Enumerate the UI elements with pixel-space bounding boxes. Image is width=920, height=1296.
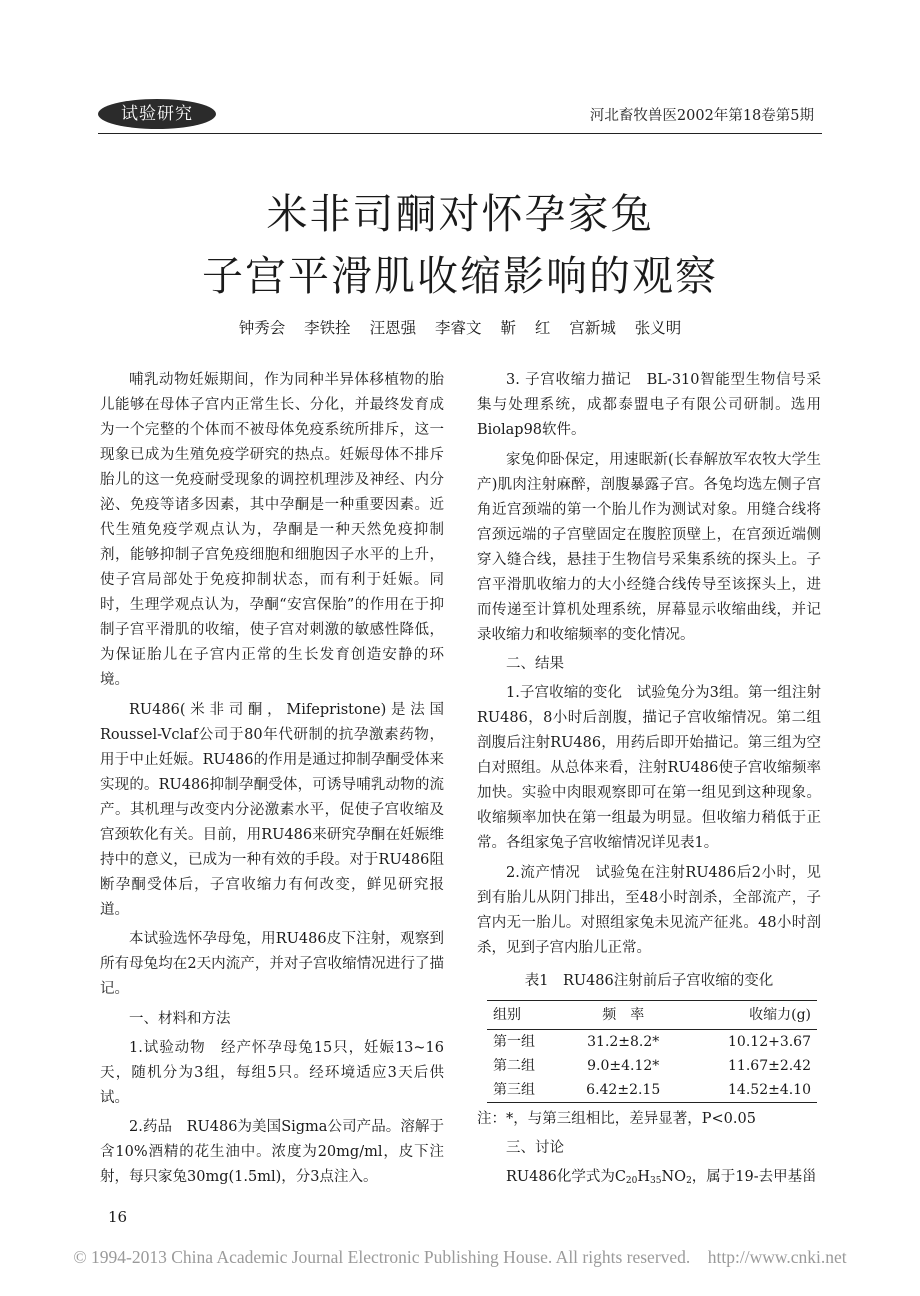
paragraph [477, 1165, 821, 1194]
formula-text: ，属于19-去甲基甾 [691, 1169, 817, 1185]
table-row [487, 1078, 817, 1103]
formula-text: NO [661, 1169, 687, 1185]
paragraph: 本试验选怀孕母兔，用RU486皮下注射，观察到所有母兔均在2天内流产，并对子宫收缩情况进行了描记。 [100, 931, 444, 997]
paragraph: 家兔仰卧保定，用速眠新(长春解放军农牧大学生产)肌肉注射麻醉，剖腹暴露子宫。各兔均选左侧子宫角近宫颈端的第一个胎儿作为测试对象。用缝合线将宫颈远端的子宫壁固定在腹腔顶壁上，在宫颈近端侧穿入缝合线，悬挂于生物信号采集系统的探头上。子宫平滑肌收缩力的大小经缝合线传导至该探头上，进而传递至计算机处理系统，屏幕显示收缩曲线，并记录收缩力和收缩频率的变化情况。 [477, 451, 821, 643]
copyright-notice: © 1994-2013 China Academic Journal Electronic Publishing House. All rights reserved. http://www.cnki.net [73, 1247, 847, 1267]
table-header-cell: 收缩力(g) [684, 1000, 817, 1029]
table-cell: 第二组 [493, 1057, 535, 1074]
authors: 钟秀会 李铁拴 汪恩强 李睿文 靳 红 宫新城 张义明 [238, 319, 682, 337]
table-cell: 9.0±4.12* [587, 1057, 660, 1074]
paragraph: 2.药品 RU486为美国Sigma公司产品。溶解于含10%酒精的花生油中。浓度为20mg/ml，皮下注射，每只家兔30mg(1.5ml)，分3点注入。 [100, 1119, 444, 1185]
paragraph: 1.试验动物 经产怀孕母兔15只，妊娠13~16天，随机分为3组，每组5只。经环境适应3天后供试。 [100, 1039, 444, 1106]
section-heading: 一、材料和方法 [129, 1010, 231, 1027]
paragraph: 1.子宫收缩的变化 试验兔分为3组。第一组注射RU486，8小时后剖腹，描记子宫收缩情况。第二组剖腹后注射RU486，用药后即开始描记。第三组为空白对照组。从总体来看，注射RU486使子宫收缩频率加快。实验中肉眼观察即可在第一组见到这种现象。收缩频率加快在第一组最为明显。但收缩力稍低于正常。各组家兔子宫收缩情况详见表1。 [477, 685, 821, 851]
article-title [0, 183, 920, 307]
table-cell: 11.67±2.42 [728, 1057, 811, 1074]
table-cell: 6.42±2.15 [563, 1078, 684, 1103]
header-divider [98, 133, 822, 134]
right-column [477, 368, 821, 1199]
table-cell: 第一组 [493, 1033, 535, 1050]
section-heading: 三、讨论 [506, 1140, 564, 1156]
paragraph: RU486(米非司酮，Mifepristone)是法国Roussel-Vclaf公司于80年代研制的抗孕激素药物，用于中止妊娠。RU486的作用是通过抑制孕酮受体来实现的。RU486抑制孕酮受体，可诱导哺乳动物的流产。其机理与改变内分泌激素水平，促使子宫收缩及宫颈软化有关。目前，用RU486来研究孕酮在妊娠维持中的意义，已成为一种有效的手段。对于RU486阻断孕酮受体后，子宫收缩力有何改变，鲜见研究报道。 [100, 701, 444, 918]
table-note: 注：*，与第三组相比，差异显著，P<0.05 [477, 1110, 756, 1127]
page-number: 16 [108, 1208, 128, 1226]
paragraph: 哺乳动物妊娠期间，作为同种半异体移植物的胎儿能够在母体子宫内正常生长、分化，并最终发育成为一个完整的个体而不被母体免疫系统所排斥，这一现象已成为生殖免疫学研究的热点。妊娠母体不排斥胎儿的这一免疫耐受现象的调控机理涉及神经、内分泌、免疫等诸多因素，其中孕酮是一种重要因素。近代生殖免疫学观点认为，孕酮是一种天然免疫抑制剂，能够抑制子宫免疫细胞和细胞因子水平的上升，使子宫局部处于免疫抑制状态，而有利于妊娠。同时，生理学观点认为，孕酮“安宫保胎”的作用在于抑制子宫平滑肌的收缩，使子宫对刺激的敏感性降低，为保证胎儿在子宫内正常的生长发育创造安静的环境。 [100, 372, 444, 688]
table-cell: 第三组 [487, 1078, 563, 1103]
paragraph: 3. 子宫收缩力描记 BL-310智能型生物信号采集与处理系统，成都泰盟电子有限公司研制。选用Biolap98软件。 [477, 372, 821, 438]
table-cell: 31.2±8.2* [587, 1033, 660, 1050]
formula-text: RU486化学式为C [506, 1169, 626, 1185]
formula-subscript: 2 [686, 1176, 692, 1186]
title-line-2: 子宫平滑肌收缩影响的观察 [202, 252, 718, 300]
table-header-cell: 频 率 [563, 1000, 684, 1029]
table-header-cell: 组别 [487, 1000, 563, 1029]
results-table [487, 1000, 817, 1103]
table-caption: 表1 RU486注射前后子宫收缩的变化 [524, 972, 774, 989]
formula-subscript: 20 [625, 1176, 638, 1186]
section-tag: 试验研究 [98, 99, 216, 129]
section-heading: 二、结果 [506, 656, 564, 672]
left-column [100, 368, 444, 1195]
table-cell: 10.12+3.67 [728, 1033, 811, 1050]
paragraph: 2.流产情况 试验兔在注射RU486后2小时，见到有胎儿从阴门排出，至48小时剖杀，全部流产，子宫内无一胎儿。对照组家兔未见流产征兆。48小时剖杀，见到子宫内胎儿正常。 [477, 864, 821, 956]
formula-subscript: 35 [650, 1176, 662, 1186]
table-cell: 14.52±4.10 [684, 1078, 817, 1103]
table-row [487, 1054, 817, 1078]
title-line-1: 米非司酮对怀孕家兔 [266, 190, 654, 238]
journal-info: 河北畜牧兽医2002年第18卷第5期 [589, 108, 814, 124]
table-header-row [487, 1000, 817, 1029]
formula-text: H [637, 1169, 651, 1185]
table-row [487, 1029, 817, 1054]
